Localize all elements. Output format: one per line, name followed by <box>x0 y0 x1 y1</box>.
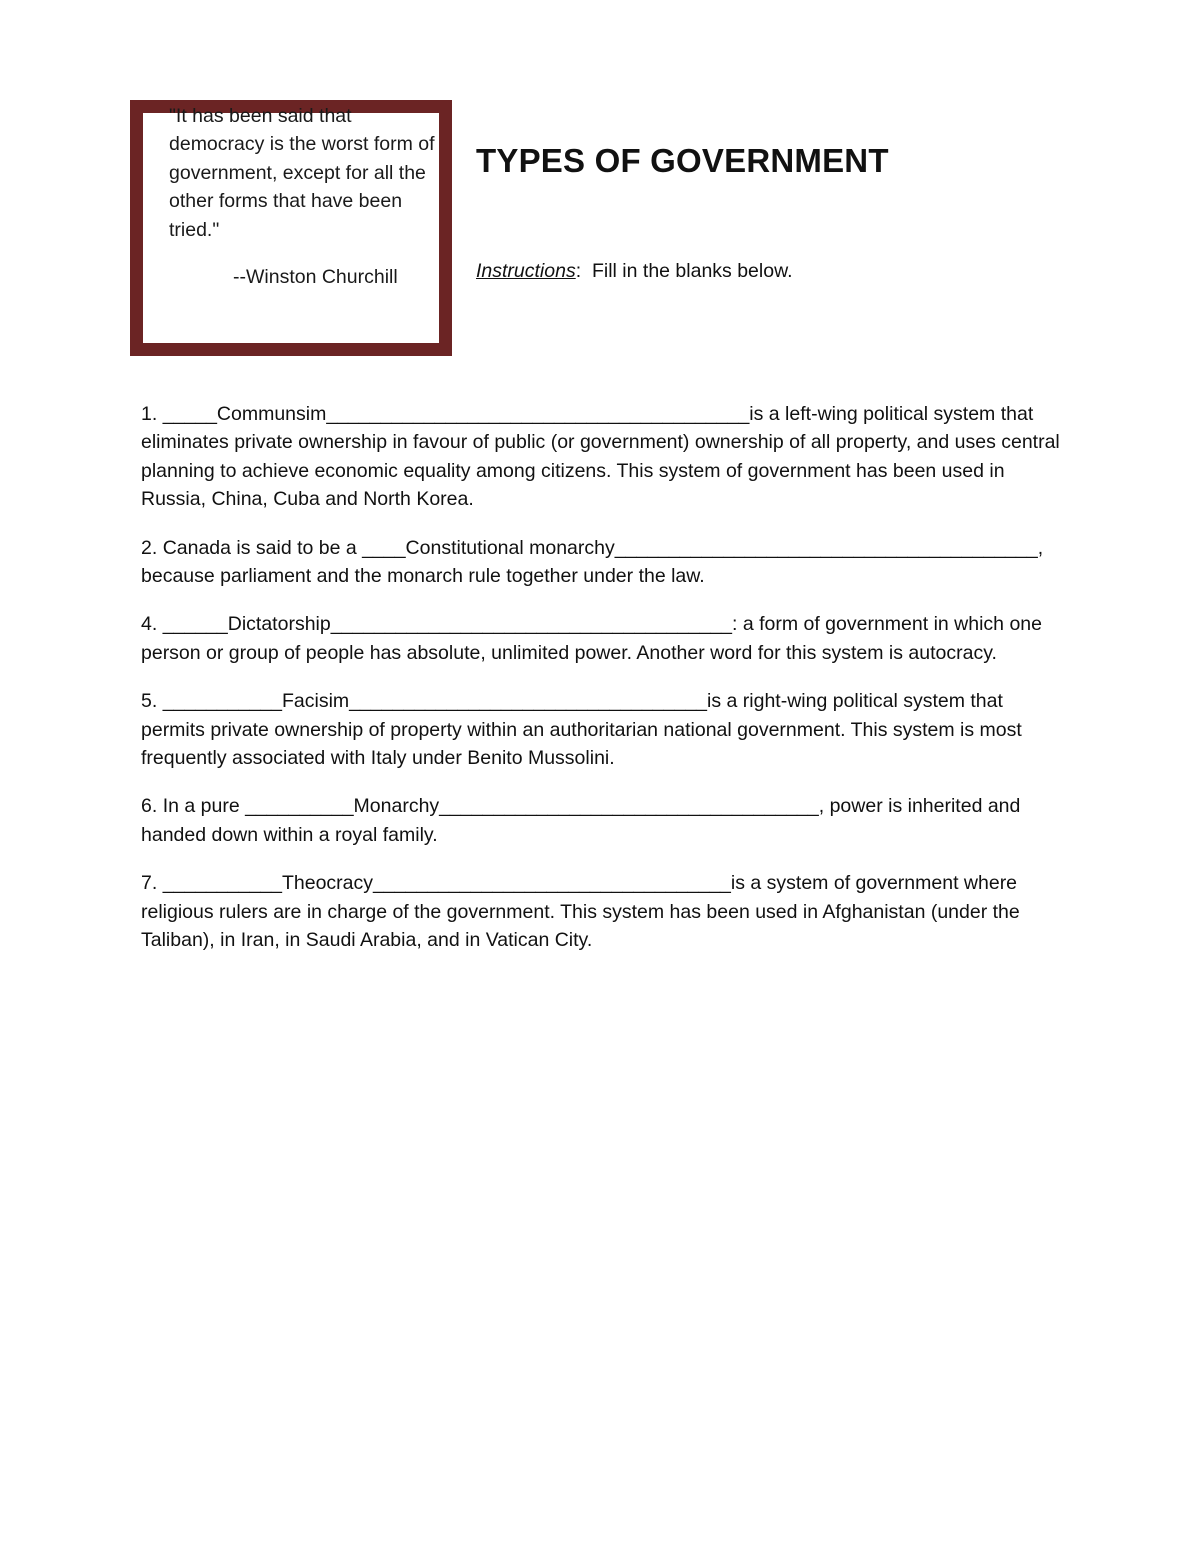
question-list <box>141 400 1071 975</box>
question-4 <box>141 610 1071 667</box>
answer-blank[interactable]: ______Dictatorship_____________________________________ <box>162 613 732 636</box>
instructions <box>476 257 793 285</box>
question-number: 1. <box>141 403 158 425</box>
instructions-label: Instructions <box>476 260 576 282</box>
quote-text: "It has been said that democracy is the worst form of government, except for all the other forms that have been tried." <box>169 105 435 241</box>
question-6 <box>141 792 1071 849</box>
answer-blank[interactable]: ___________Facisim_________________________________ <box>162 690 708 713</box>
question-number: 4. <box>141 613 158 636</box>
instructions-text: Fill in the blanks below. <box>591 260 793 282</box>
question-number: 7. <box>141 872 158 895</box>
question-5 <box>141 687 1071 772</box>
question-prefix: In a pure <box>162 795 240 818</box>
question-prefix: Canada is said to be a <box>162 536 357 559</box>
question-1 <box>141 400 1071 514</box>
question-text: , power is inherited and handed down within a royal family. <box>141 795 1021 846</box>
question-7 <box>141 869 1071 954</box>
question-number: 2. <box>141 536 158 559</box>
quote-author: --Winston Churchill <box>233 266 398 288</box>
answer-blank[interactable]: ____Constitutional monarchy_______________________________________ <box>362 536 1038 559</box>
question-number: 5. <box>141 690 158 713</box>
question-text: is a left-wing political system that eliminates private ownership in favour of public (or government) ownership of all property, and uses central planning to achieve economic equality among citizens. This system of government has been used in Russia, China, Cuba and North Korea. <box>141 403 1060 511</box>
question-text: is a system of government where religious rulers are in charge of the government. This system has been used in Afghanistan (under the Taliban), in Iran, in Saudi Arabia, and in Vatican City. <box>141 872 1020 952</box>
question-text: , because parliament and the monarch rule together under the law. <box>141 536 1044 588</box>
question-2 <box>141 534 1071 591</box>
quote-box <box>130 100 452 356</box>
answer-blank[interactable]: ___________Theocracy_________________________________ <box>162 872 731 895</box>
question-text: is a right-wing political system that permits private ownership of property within an authoritarian national government. This system is most frequently associated with Italy under Benito Mussolini. <box>141 690 1022 770</box>
page-title: TYPES OF GOVERNMENT <box>476 142 889 179</box>
question-text: : a form of government in which one person or group of people has absolute, unlimited power. Another word for this system is autocracy. <box>141 613 1042 664</box>
question-number: 6. <box>141 795 158 818</box>
answer-blank[interactable]: __________Monarchy___________________________________ <box>245 795 819 818</box>
instructions-colon: : <box>575 260 582 282</box>
answer-blank[interactable]: _____Communsim_______________________________________ <box>162 403 750 425</box>
